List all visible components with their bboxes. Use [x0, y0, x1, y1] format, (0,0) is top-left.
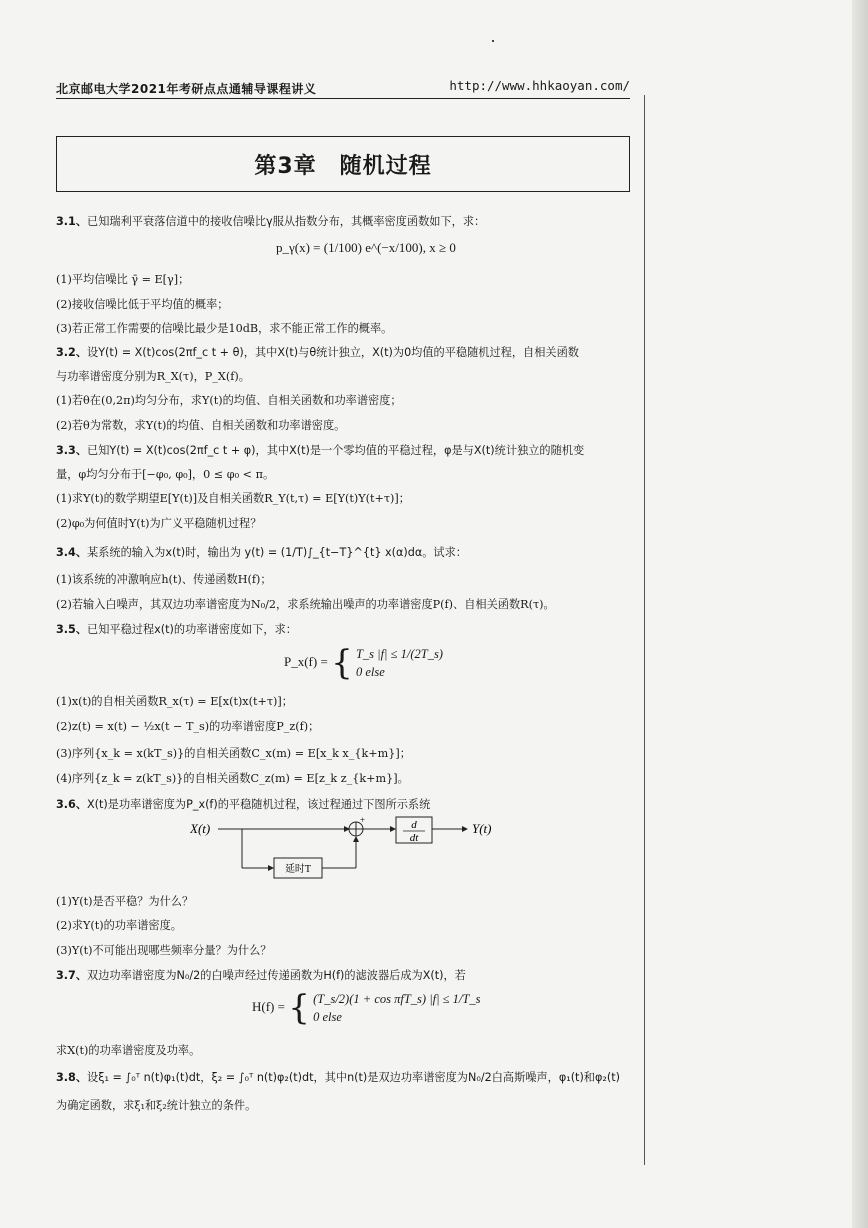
- item: (1)求Y(t)的数学期望E[Y(t)]及自相关函数R_Y(t,τ) = E[Y(t)Y(t+τ)]；: [56, 492, 410, 505]
- problem-text-cont: 与功率谱密度分别为R_X(τ)，P_X(f)。: [56, 370, 250, 383]
- item: (2)若输入白噪声，其双边功率谱密度为N₀/2，求系统输出噪声的功率谱密度P(f)、自相关函数R(τ)。: [56, 598, 555, 611]
- item: (1)若θ在(0,2π)均匀分布，求Y(t)的均值、自相关函数和功率谱密度；: [56, 394, 402, 407]
- item: (2)求Y(t)的功率谱密度。: [56, 919, 182, 932]
- delay-label: 延时T: [284, 864, 312, 875]
- problem-text: 双边功率谱密度为N₀/2的白噪声经过传递函数为H(f)的滤波器后成为X(t)，若: [87, 969, 466, 982]
- problem-3-2: [56, 345, 579, 361]
- header-title: 北京邮电大学2021年考研点点通辅导课程讲义: [56, 82, 317, 96]
- binding-line: [644, 95, 645, 1165]
- case-2: 0 else: [313, 1010, 342, 1024]
- diagram-output-label: Y(t): [472, 821, 492, 836]
- problem-number: 3.8、: [56, 1071, 88, 1084]
- problem-text: 某系统的输入为x(t)时，输出为 y(t) = (1/T)∫_{t−T}^{t} x(α)dα。试求：: [87, 546, 467, 559]
- item: (1)平均信噪比 γ̄ = E[γ]；: [56, 273, 190, 286]
- chapter-title: 第3章 随机过程: [56, 136, 630, 192]
- item: (1)Y(t)是否平稳？为什么？: [56, 895, 194, 908]
- block-diagram: [190, 816, 510, 882]
- speck: [492, 40, 494, 42]
- sum-sign: +: [360, 816, 366, 825]
- problem-3-8: [56, 1070, 620, 1086]
- problem-text-cont: 量，φ均匀分布于[−φ₀, φ₀]，0 ≤ φ₀ < π。: [56, 468, 275, 481]
- diff-denominator: dt: [409, 832, 419, 844]
- problem-number: 3.2、: [56, 346, 88, 359]
- block-diagram-svg: [190, 816, 510, 882]
- problem-number: 3.3、: [56, 444, 88, 457]
- item: (2)接收信噪比低于平均值的概率；: [56, 298, 229, 311]
- problem-text: X(t)是功率谱密度为P_x(f)的平稳随机过程，该过程通过下图所示系统: [87, 798, 431, 811]
- problem-number: 3.5、: [56, 623, 88, 636]
- problem-text: 设Y(t) = X(t)cos(2πf_c t + θ)，其中X(t)与θ统计独立，X(t)为0均值的平稳随机过程，自相关函数: [87, 346, 579, 359]
- problem-text: 已知平稳过程x(t)的功率谱密度如下，求：: [87, 623, 297, 636]
- problem-text-cont: 为确定函数，求ξ₁和ξ₂统计独立的条件。: [56, 1099, 257, 1112]
- formula-3-5: [284, 645, 443, 681]
- problem-text: 已知瑞利平衰落信道中的接收信噪比γ服从指数分布，其概率密度函数如下，求：: [87, 215, 486, 228]
- item: (2)z(t) = x(t) − ½x(t − T_s)的功率谱密度P_z(f)；: [56, 720, 320, 733]
- problem-number: 3.6、: [56, 798, 88, 811]
- formula-lhs: P_x(f) =: [284, 653, 328, 669]
- problem-3-1: [56, 214, 485, 230]
- brace: {: [288, 988, 310, 1028]
- problem-number: 3.7、: [56, 969, 88, 982]
- diagram-input-label: X(t): [190, 821, 211, 836]
- header-url[interactable]: http://www.hhkaoyan.com/: [449, 78, 630, 93]
- case-1: (T_s/2)(1 + cos πfT_s) |f| ≤ 1/T_s: [313, 992, 481, 1006]
- formula-lhs: H(f) =: [252, 998, 285, 1014]
- problem-3-6: [56, 797, 430, 813]
- formula-3-7: [252, 990, 480, 1026]
- problem-number: 3.4、: [56, 546, 88, 559]
- problem-3-3: [56, 443, 584, 459]
- item: (3)若正常工作需要的信噪比最少是10dB，求不能正常工作的概率。: [56, 322, 393, 335]
- item: (1)该系统的冲激响应h(t)、传递函数H(f)；: [56, 573, 272, 586]
- cases: [356, 645, 443, 681]
- problem-3-4: [56, 545, 467, 561]
- formula-3-1: p_γ(x) = (1/100) e^(−x/100), x ≥ 0: [276, 240, 456, 255]
- item: (4)序列{z_k = z(kT_s)}的自相关函数C_z(m) = E[z_k z_{k+m}]。: [56, 772, 409, 785]
- arrowhead: [462, 826, 468, 832]
- arrowhead: [390, 826, 396, 832]
- problem-tail: 求X(t)的功率谱密度及功率。: [56, 1044, 201, 1057]
- case-2: 0 else: [355, 665, 385, 679]
- page-header: [56, 78, 630, 99]
- page-edge: [852, 0, 868, 1228]
- item: (3)Y(t)不可能出现哪些频率分量？为什么？: [56, 944, 272, 957]
- item: (2)φ₀为何值时Y(t)为广义平稳随机过程？: [56, 517, 262, 530]
- problem-text: 设ξ₁ = ∫₀ᵀ n(t)φ₁(t)dt，ξ₂ = ∫₀ᵀ n(t)φ₂(t)dt，其中n(t)是双边功率谱密度为N₀/2白高斯噪声，φ₁(t)和φ₂(t): [87, 1071, 620, 1084]
- problem-3-7: [56, 968, 466, 984]
- diff-numerator: d: [411, 819, 417, 831]
- cases: [313, 990, 480, 1026]
- item: (2)若θ为常数，求Y(t)的均值、自相关函数和功率谱密度。: [56, 419, 346, 432]
- item: (1)x(t)的自相关函数R_x(τ) = E[x(t)x(t+τ)]；: [56, 695, 293, 708]
- problem-3-5: [56, 622, 297, 638]
- problem-text: 已知Y(t) = X(t)cos(2πf_c t + φ)，其中X(t)是一个零均值的平稳过程，φ是与X(t)统计独立的随机变: [87, 444, 585, 457]
- case-1: T_s |f| ≤ 1/(2T_s): [355, 647, 443, 661]
- arrowhead: [353, 836, 359, 842]
- problem-number: 3.1、: [56, 215, 88, 228]
- item: (3)序列{x_k = x(kT_s)}的自相关函数C_x(m) = E[x_k x_{k+m}]；: [56, 747, 411, 760]
- brace: {: [331, 643, 353, 683]
- arrowhead: [268, 865, 274, 871]
